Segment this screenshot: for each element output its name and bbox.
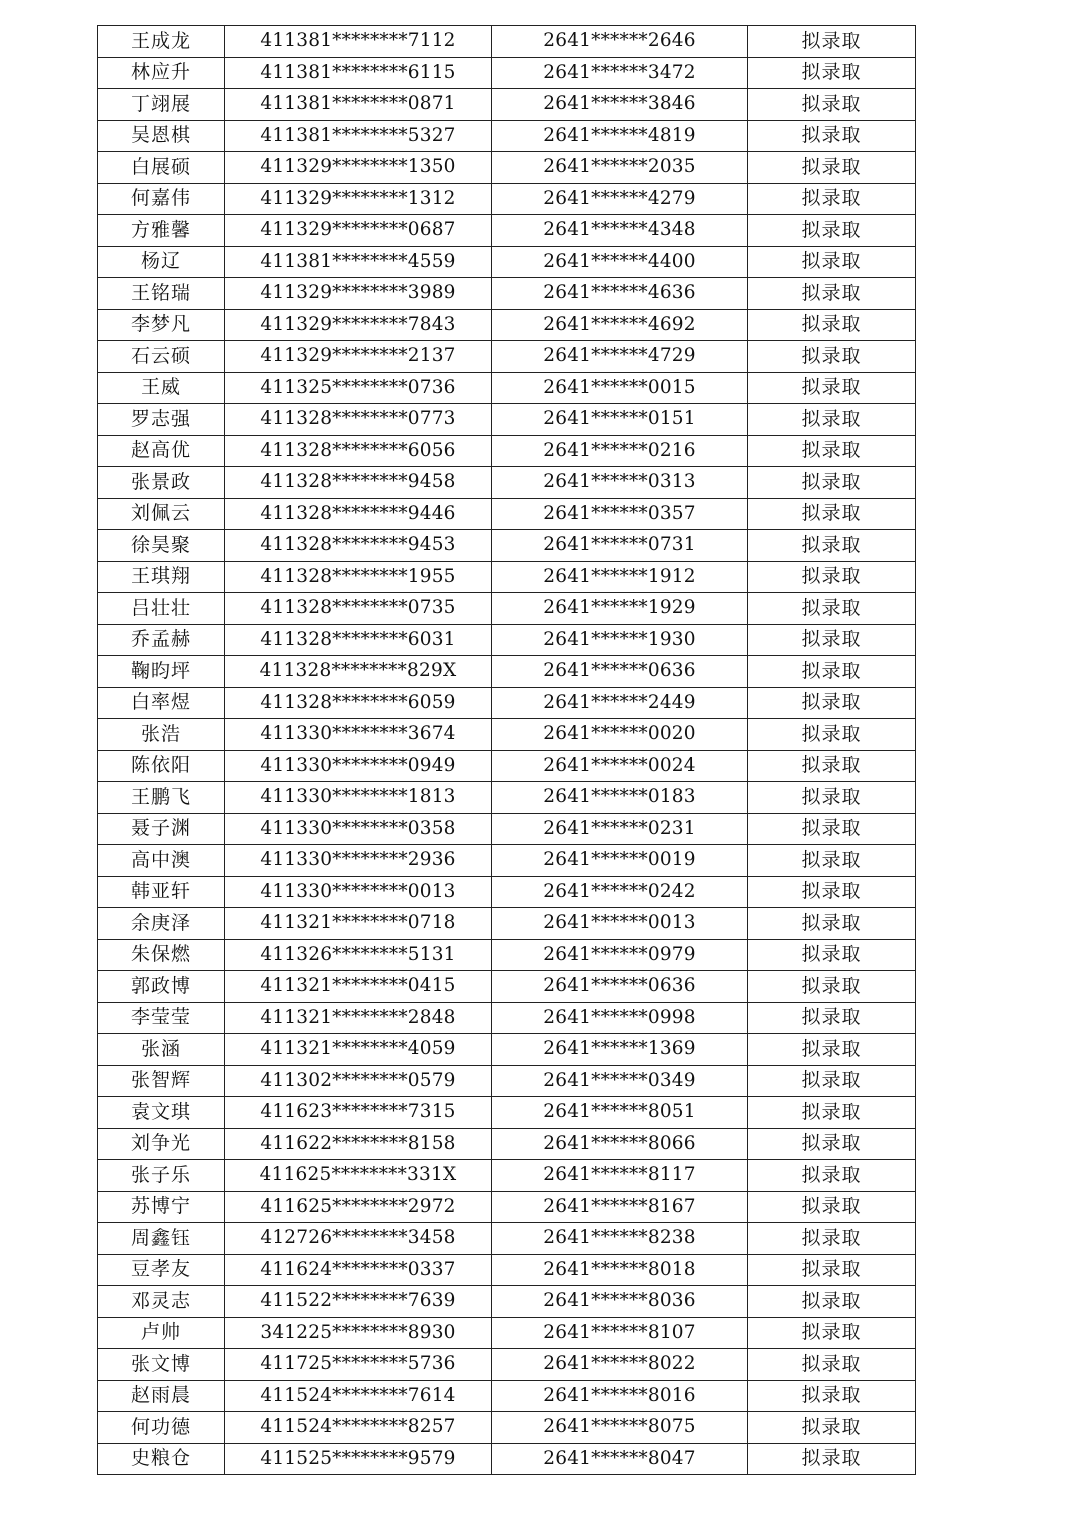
admission-status-cell: 拟录取 — [748, 1160, 916, 1192]
table-row — [98, 1065, 916, 1097]
student-name-cell: 邓灵志 — [98, 1286, 225, 1318]
id-number-cell: 411522********7639 — [225, 1286, 492, 1318]
table-row — [98, 908, 916, 940]
student-name-cell: 苏博宁 — [98, 1191, 225, 1223]
exam-number-cell: 2641******8167 — [492, 1191, 748, 1223]
student-name-cell: 何嘉伟 — [98, 183, 225, 215]
student-name-cell: 周鑫钰 — [98, 1223, 225, 1255]
student-name-cell: 陈依阳 — [98, 750, 225, 782]
admission-status-cell: 拟录取 — [748, 57, 916, 89]
exam-number-cell: 2641******8047 — [492, 1443, 748, 1475]
id-number-cell: 411524********7614 — [225, 1380, 492, 1412]
id-number-cell: 411329********7843 — [225, 309, 492, 341]
admission-status-cell: 拟录取 — [748, 26, 916, 58]
exam-number-cell: 2641******1929 — [492, 593, 748, 625]
table-row — [98, 1443, 916, 1475]
student-name-cell: 李梦凡 — [98, 309, 225, 341]
id-number-cell: 411330********0949 — [225, 750, 492, 782]
table-row — [98, 845, 916, 877]
admission-status-cell: 拟录取 — [748, 530, 916, 562]
id-number-cell: 411329********0687 — [225, 215, 492, 247]
student-name-cell: 徐昊聚 — [98, 530, 225, 562]
exam-number-cell: 2641******8117 — [492, 1160, 748, 1192]
exam-number-cell: 2641******3472 — [492, 57, 748, 89]
student-name-cell: 方雅馨 — [98, 215, 225, 247]
admission-status-cell: 拟录取 — [748, 372, 916, 404]
admission-status-cell: 拟录取 — [748, 687, 916, 719]
exam-number-cell: 2641******0636 — [492, 971, 748, 1003]
exam-number-cell: 2641******1930 — [492, 624, 748, 656]
exam-number-cell: 2641******4279 — [492, 183, 748, 215]
table-row — [98, 1097, 916, 1129]
table-row — [98, 435, 916, 467]
student-name-cell: 张景政 — [98, 467, 225, 499]
exam-number-cell: 2641******0979 — [492, 939, 748, 971]
admission-status-cell: 拟录取 — [748, 152, 916, 184]
admission-status-cell: 拟录取 — [748, 1443, 916, 1475]
id-number-cell: 411329********1312 — [225, 183, 492, 215]
exam-number-cell: 2641******3846 — [492, 89, 748, 121]
id-number-cell: 411381********6115 — [225, 57, 492, 89]
exam-number-cell: 2641******0731 — [492, 530, 748, 562]
table-row — [98, 1254, 916, 1286]
id-number-cell: 411329********1350 — [225, 152, 492, 184]
exam-number-cell: 2641******0015 — [492, 372, 748, 404]
table-row — [98, 1223, 916, 1255]
admission-status-cell: 拟录取 — [748, 309, 916, 341]
id-number-cell: 411321********0718 — [225, 908, 492, 940]
exam-number-cell: 2641******2646 — [492, 26, 748, 58]
id-number-cell: 411302********0579 — [225, 1065, 492, 1097]
admission-status-cell: 拟录取 — [748, 215, 916, 247]
student-name-cell: 张子乐 — [98, 1160, 225, 1192]
table-row — [98, 1128, 916, 1160]
table-row — [98, 876, 916, 908]
admission-status-cell: 拟录取 — [748, 467, 916, 499]
student-name-cell: 袁文琪 — [98, 1097, 225, 1129]
admission-status-cell: 拟录取 — [748, 1002, 916, 1034]
student-name-cell: 林应升 — [98, 57, 225, 89]
table-row — [98, 1160, 916, 1192]
table-row — [98, 89, 916, 121]
student-name-cell: 李莹莹 — [98, 1002, 225, 1034]
exam-number-cell: 2641******0183 — [492, 782, 748, 814]
admission-status-cell: 拟录取 — [748, 183, 916, 215]
student-name-cell: 白率煜 — [98, 687, 225, 719]
exam-number-cell: 2641******0151 — [492, 404, 748, 436]
id-number-cell: 411381********5327 — [225, 120, 492, 152]
admission-status-cell: 拟录取 — [748, 1380, 916, 1412]
exam-number-cell: 2641******0242 — [492, 876, 748, 908]
admission-status-cell: 拟录取 — [748, 1349, 916, 1381]
admission-status-cell: 拟录取 — [748, 782, 916, 814]
table-row — [98, 593, 916, 625]
student-name-cell: 聂子渊 — [98, 813, 225, 845]
exam-number-cell: 2641******0231 — [492, 813, 748, 845]
id-number-cell: 411328********9446 — [225, 498, 492, 530]
admission-status-cell: 拟录取 — [748, 1254, 916, 1286]
id-number-cell: 411624********0337 — [225, 1254, 492, 1286]
exam-number-cell: 2641******0216 — [492, 435, 748, 467]
exam-number-cell: 2641******4692 — [492, 309, 748, 341]
student-name-cell: 史粮仓 — [98, 1443, 225, 1475]
admission-status-cell: 拟录取 — [748, 404, 916, 436]
student-name-cell: 韩亚轩 — [98, 876, 225, 908]
table-row — [98, 782, 916, 814]
id-number-cell: 411326********5131 — [225, 939, 492, 971]
table-row — [98, 404, 916, 436]
exam-number-cell: 2641******4400 — [492, 246, 748, 278]
exam-number-cell: 2641******0349 — [492, 1065, 748, 1097]
id-number-cell: 411524********8257 — [225, 1412, 492, 1444]
table-row — [98, 971, 916, 1003]
exam-number-cell: 2641******2035 — [492, 152, 748, 184]
exam-number-cell: 2641******8107 — [492, 1317, 748, 1349]
table-row — [98, 278, 916, 310]
admission-status-cell: 拟录取 — [748, 593, 916, 625]
exam-number-cell: 2641******4819 — [492, 120, 748, 152]
id-number-cell: 411321********0415 — [225, 971, 492, 1003]
id-number-cell: 411330********0013 — [225, 876, 492, 908]
table-row — [98, 687, 916, 719]
admission-status-cell: 拟录取 — [748, 876, 916, 908]
table-row — [98, 152, 916, 184]
table-row — [98, 1412, 916, 1444]
student-name-cell: 王威 — [98, 372, 225, 404]
exam-number-cell: 2641******8036 — [492, 1286, 748, 1318]
table-row — [98, 246, 916, 278]
exam-number-cell: 2641******4636 — [492, 278, 748, 310]
admission-status-cell: 拟录取 — [748, 1128, 916, 1160]
id-number-cell: 411330********0358 — [225, 813, 492, 845]
exam-number-cell: 2641******1912 — [492, 561, 748, 593]
id-number-cell: 411330********1813 — [225, 782, 492, 814]
admission-status-cell: 拟录取 — [748, 120, 916, 152]
admission-status-cell: 拟录取 — [748, 1065, 916, 1097]
student-name-cell: 吴恩棋 — [98, 120, 225, 152]
admission-status-cell: 拟录取 — [748, 813, 916, 845]
student-name-cell: 刘争光 — [98, 1128, 225, 1160]
student-name-cell: 王成龙 — [98, 26, 225, 58]
student-name-cell: 乔孟赫 — [98, 624, 225, 656]
admission-status-cell: 拟录取 — [748, 971, 916, 1003]
exam-number-cell: 2641******0019 — [492, 845, 748, 877]
exam-number-cell: 2641******0998 — [492, 1002, 748, 1034]
admission-status-cell: 拟录取 — [748, 719, 916, 751]
exam-number-cell: 2641******2449 — [492, 687, 748, 719]
table-row — [98, 57, 916, 89]
id-number-cell: 411321********2848 — [225, 1002, 492, 1034]
student-name-cell: 高中澳 — [98, 845, 225, 877]
id-number-cell: 411328********9453 — [225, 530, 492, 562]
table-row — [98, 1191, 916, 1223]
admission-list-table — [97, 25, 916, 1475]
exam-number-cell: 2641******8022 — [492, 1349, 748, 1381]
admission-list-body — [98, 26, 916, 1475]
student-name-cell: 吕壮壮 — [98, 593, 225, 625]
exam-number-cell: 2641******8066 — [492, 1128, 748, 1160]
id-number-cell: 411325********0736 — [225, 372, 492, 404]
table-row — [98, 1034, 916, 1066]
id-number-cell: 411329********3989 — [225, 278, 492, 310]
student-name-cell: 王琪翔 — [98, 561, 225, 593]
student-name-cell: 张浩 — [98, 719, 225, 751]
admission-status-cell: 拟录取 — [748, 750, 916, 782]
exam-number-cell: 2641******0020 — [492, 719, 748, 751]
admission-status-cell: 拟录取 — [748, 435, 916, 467]
table-row — [98, 215, 916, 247]
admission-status-cell: 拟录取 — [748, 1317, 916, 1349]
student-name-cell: 张文博 — [98, 1349, 225, 1381]
id-number-cell: 411321********4059 — [225, 1034, 492, 1066]
student-name-cell: 王铭瑞 — [98, 278, 225, 310]
student-name-cell: 刘佩云 — [98, 498, 225, 530]
student-name-cell: 石云硕 — [98, 341, 225, 373]
id-number-cell: 411381********0871 — [225, 89, 492, 121]
id-number-cell: 411525********9579 — [225, 1443, 492, 1475]
admission-status-cell: 拟录取 — [748, 1412, 916, 1444]
table-row — [98, 1317, 916, 1349]
admission-status-cell: 拟录取 — [748, 561, 916, 593]
student-name-cell: 郭政博 — [98, 971, 225, 1003]
admission-status-cell: 拟录取 — [748, 1097, 916, 1129]
table-row — [98, 341, 916, 373]
id-number-cell: 411328********6056 — [225, 435, 492, 467]
admission-status-cell: 拟录取 — [748, 498, 916, 530]
exam-number-cell: 2641******0357 — [492, 498, 748, 530]
exam-number-cell: 2641******4348 — [492, 215, 748, 247]
admission-status-cell: 拟录取 — [748, 278, 916, 310]
student-name-cell: 杨辽 — [98, 246, 225, 278]
table-row — [98, 120, 916, 152]
table-row — [98, 813, 916, 845]
exam-number-cell: 2641******0636 — [492, 656, 748, 688]
table-row — [98, 467, 916, 499]
student-name-cell: 余庚泽 — [98, 908, 225, 940]
student-name-cell: 张涵 — [98, 1034, 225, 1066]
student-name-cell: 卢帅 — [98, 1317, 225, 1349]
id-number-cell: 411328********0735 — [225, 593, 492, 625]
id-number-cell: 411623********7315 — [225, 1097, 492, 1129]
id-number-cell: 411328********6031 — [225, 624, 492, 656]
id-number-cell: 411381********7112 — [225, 26, 492, 58]
id-number-cell: 411625********331X — [225, 1160, 492, 1192]
admission-status-cell: 拟录取 — [748, 341, 916, 373]
id-number-cell: 341225********8930 — [225, 1317, 492, 1349]
table-row — [98, 1349, 916, 1381]
exam-number-cell: 2641******8051 — [492, 1097, 748, 1129]
student-name-cell: 王鹏飞 — [98, 782, 225, 814]
id-number-cell: 411328********1955 — [225, 561, 492, 593]
admission-status-cell: 拟录取 — [748, 939, 916, 971]
exam-number-cell: 2641******8016 — [492, 1380, 748, 1412]
id-number-cell: 411622********8158 — [225, 1128, 492, 1160]
student-name-cell: 鞠昀坪 — [98, 656, 225, 688]
id-number-cell: 411330********3674 — [225, 719, 492, 751]
exam-number-cell: 2641******8238 — [492, 1223, 748, 1255]
table-row — [98, 26, 916, 58]
table-row — [98, 183, 916, 215]
id-number-cell: 411381********4559 — [225, 246, 492, 278]
exam-number-cell: 2641******4729 — [492, 341, 748, 373]
admission-status-cell: 拟录取 — [748, 656, 916, 688]
table-row — [98, 372, 916, 404]
table-row — [98, 656, 916, 688]
exam-number-cell: 2641******8018 — [492, 1254, 748, 1286]
table-row — [98, 1380, 916, 1412]
id-number-cell: 411328********0773 — [225, 404, 492, 436]
exam-number-cell: 2641******0024 — [492, 750, 748, 782]
id-number-cell: 411328********6059 — [225, 687, 492, 719]
admission-status-cell: 拟录取 — [748, 89, 916, 121]
student-name-cell: 何功德 — [98, 1412, 225, 1444]
table-row — [98, 309, 916, 341]
id-number-cell: 411329********2137 — [225, 341, 492, 373]
student-name-cell: 豆孝友 — [98, 1254, 225, 1286]
exam-number-cell: 2641******1369 — [492, 1034, 748, 1066]
admission-status-cell: 拟录取 — [748, 624, 916, 656]
table-row — [98, 624, 916, 656]
admission-status-cell: 拟录取 — [748, 908, 916, 940]
exam-number-cell: 2641******0313 — [492, 467, 748, 499]
student-name-cell: 白展硕 — [98, 152, 225, 184]
table-row — [98, 561, 916, 593]
id-number-cell: 411625********2972 — [225, 1191, 492, 1223]
student-name-cell: 张智辉 — [98, 1065, 225, 1097]
id-number-cell: 411330********2936 — [225, 845, 492, 877]
table-row — [98, 750, 916, 782]
table-row — [98, 530, 916, 562]
student-name-cell: 赵高优 — [98, 435, 225, 467]
admission-status-cell: 拟录取 — [748, 1223, 916, 1255]
student-name-cell: 朱保燃 — [98, 939, 225, 971]
table-row — [98, 498, 916, 530]
admission-status-cell: 拟录取 — [748, 246, 916, 278]
table-row — [98, 939, 916, 971]
exam-number-cell: 2641******0013 — [492, 908, 748, 940]
id-number-cell: 412726********3458 — [225, 1223, 492, 1255]
admission-status-cell: 拟录取 — [748, 1286, 916, 1318]
table-row — [98, 1002, 916, 1034]
admission-status-cell: 拟录取 — [748, 1191, 916, 1223]
student-name-cell: 罗志强 — [98, 404, 225, 436]
table-row — [98, 1286, 916, 1318]
admission-status-cell: 拟录取 — [748, 845, 916, 877]
id-number-cell: 411725********5736 — [225, 1349, 492, 1381]
admission-status-cell: 拟录取 — [748, 1034, 916, 1066]
student-name-cell: 赵雨晨 — [98, 1380, 225, 1412]
id-number-cell: 411328********9458 — [225, 467, 492, 499]
student-name-cell: 丁翊展 — [98, 89, 225, 121]
id-number-cell: 411328********829X — [225, 656, 492, 688]
exam-number-cell: 2641******8075 — [492, 1412, 748, 1444]
table-row — [98, 719, 916, 751]
